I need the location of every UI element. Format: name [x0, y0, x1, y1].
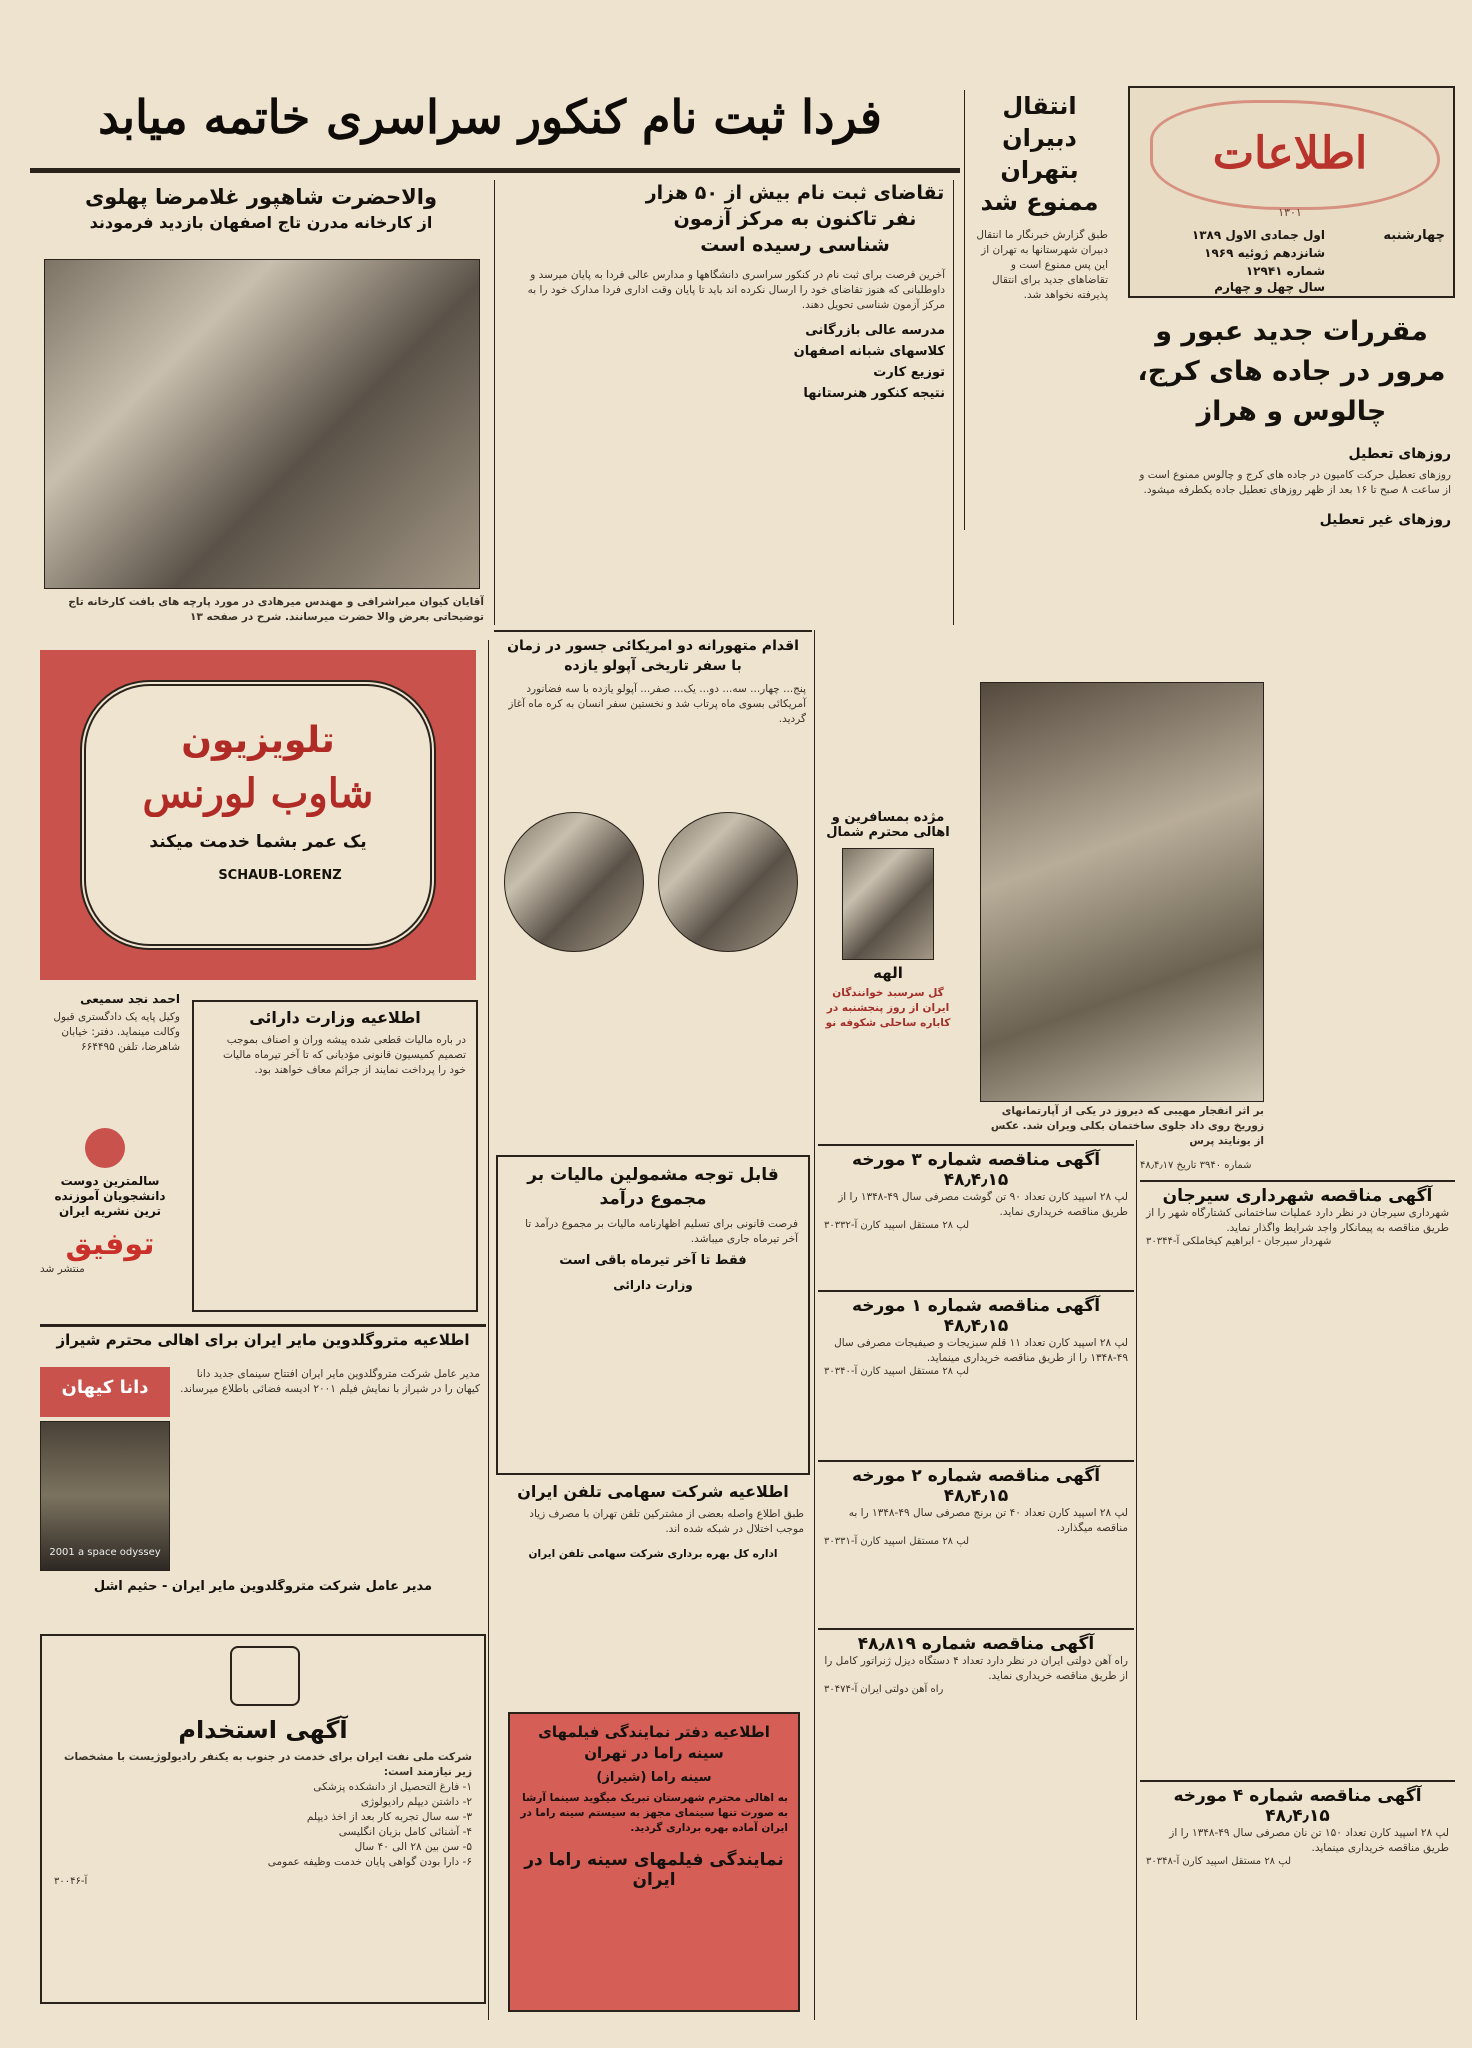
mgm-cinema-name: دانا کیهان [61, 1377, 149, 1398]
finance-body: در باره مالیات قطعی شده پیشه وران و اصناف بموجب تصمیم کمیسیون قانونی مؤدیانی که تا آخر تیرماه مالیات خود را پرداخت نمایند از جرائم معاف خواهند بود. [222, 1034, 466, 1076]
astronaut-photo-1 [504, 812, 644, 952]
phone-signature: اداره کل بهره برداری شرکت سهامی تلفن ایران [528, 1548, 778, 1560]
tender-6 [1140, 1780, 1455, 2018]
employment-item: ۳- سه سال تجربه کار بعد از اخذ دیپلم [306, 1811, 472, 1823]
actress-name: الهه [873, 964, 903, 982]
tender-5-title: آگهی مناقصه شهرداری سیرجان [1162, 1186, 1433, 1206]
tv-ad-line1: تلویزیون [181, 720, 335, 761]
konkur-subhead-4: نتیجه کنکور هنرستانها [803, 386, 945, 401]
tender-5-sig: شهردار سیرجان - ابراهیم کیخاملکی آ-۳۰۳۴۴ [1146, 1236, 1332, 1247]
magazine-tagline: سالمترین دوست دانشجویان آموزنده ترین نشریه ایران [54, 1174, 166, 1218]
tv-ad-slogan: یک عمر بشما خدمت میکند [149, 832, 367, 852]
cinerama-title: اطلاعیه دفتر نمایندگی فیلمهای سینه راما در تهران [538, 1723, 770, 1762]
headline-rule [30, 168, 960, 173]
tender-3-title: آگهی مناقصه شماره ۲ مورخه ۴۸٫۴٫۱۵ [851, 1466, 1101, 1506]
konkur-subhead-2: کلاسهای شبانه اصفهان [793, 344, 945, 359]
phone-notice [496, 1482, 810, 1707]
employment-intro: شرکت ملی نفت ایران برای خدمت در جنوب به یکنفر رادیولوژیست با مشخصات زیر نیازمند است: [63, 1751, 472, 1778]
employment-item: ۴- آشنائی کامل بزبان انگلیسی [338, 1826, 472, 1838]
apollo-story [494, 630, 812, 1108]
mgm-title: اطلاعیه متروگلدوین مایر ایران برای اهالی محترم شیراز [56, 1331, 470, 1349]
phone-title: اطلاعیه شرکت سهامی تلفن ایران [517, 1482, 789, 1501]
mgm-notice [40, 1324, 486, 1629]
tender-5 [1140, 1180, 1455, 1766]
tender-2-body: لپ ۲۸ اسپید کارن تعداد ۱۱ قلم سبزیجات و صیفیجات مصرفی سال ۴۹-۱۳۴۸ را از طریق مناقصه خریداری مینماید. [834, 1337, 1128, 1364]
masthead-weekday: چهارشنبه [1383, 228, 1445, 243]
tender-6-sig: لپ ۲۸ مستقل اسپید کارن آ-۳۰۳۴۸ [1146, 1856, 1292, 1867]
magazine-footer: منتشر شد [40, 1263, 85, 1275]
prince-subtitle: از کارخانه مدرن تاج اصفهان بازدید فرمودند [89, 213, 433, 232]
masthead-hijri-date: اول جمادی الاول ۱۳۸۹ [1191, 228, 1325, 242]
tender-1 [818, 1144, 1134, 1276]
tender-6-body: لپ ۲۸ اسپید کارن تعداد ۱۵۰ تن نان مصرفی سال ۴۹-۱۳۴۸ را از طریق مناقصه خریداری مینماید. [1169, 1827, 1449, 1854]
tender-3-body: لپ ۲۸ اسپید کارن تعداد ۴۰ تن برنج مصرفی سال ۴۹-۱۳۴۸ را به مناقصه میگذارد. [848, 1507, 1128, 1534]
tax-notice [496, 1155, 810, 1475]
column-rule [1136, 1140, 1137, 2020]
oil-company-logo-icon [230, 1646, 300, 1706]
mgm-signature: مدیر عامل شرکت متروگلدوین مایر ایران - حثیم اشل [93, 1579, 433, 1594]
lawyer-ad [40, 992, 180, 1122]
tender-4-body: راه آهن دولتی ایران در نظر دارد تعداد ۴ دستگاه دیزل ژنراتور کامل را از طریق مناقصه خریداری نماید. [824, 1655, 1128, 1682]
explosion-caption: بر اثر انفجار مهیبی که دیروز در یکی از آپارتمانهای زوریخ روی داد جلوی ساختمان بکلی ویران شد. عکس از یونایتد پرس [990, 1105, 1264, 1147]
lawyer-body: وکیل پایه یک دادگستری قبول وکالت مینماید. دفتر: خیابان شاهرضا، تلفن ۶۶۴۴۹۵ [53, 1011, 180, 1053]
roads-subhead-holiday: روزهای تعطیل [1348, 446, 1451, 462]
roads-title: مقررات جدید عبور و مرور در جاده های کرج، چالوس و هراز [1137, 316, 1446, 427]
konkur-subhead-1: مدرسه عالی بازرگانی [805, 323, 945, 338]
cinerama-body: به اهالی محترم شهرستان تبریک میگوید سینما آرشا به صورت تنها سینمای مجهز به سیستم سینه راما در ایران آماده بهره برداری گردید. [520, 1792, 788, 1834]
mgm-film-title: 2001 a space odyssey [49, 1547, 161, 1558]
tender-2 [818, 1290, 1134, 1450]
cinerama-notice [508, 1712, 800, 2012]
roads-subhead-nonholiday: روزهای غیر تعطیل [1319, 512, 1451, 528]
teachers-story [964, 90, 1114, 530]
tender-reference: شماره ۳۹۴۰ تاریخ ۴۸٫۴٫۱۷ [1140, 1160, 1252, 1171]
finance-title: اطلاعیه وزارت دارائی [249, 1008, 421, 1027]
cinema-note [818, 810, 958, 1110]
employment-ad [40, 1634, 486, 2004]
tender-4-title: آگهی مناقصه شماره ۴۸٫۸۱۹ [857, 1634, 1095, 1654]
tax-title: قابل توجه مشمولین مالیات بر مجموع درآمد [527, 1165, 779, 1209]
employment-item: ۵- سن بین ۲۸ الی ۴۰ سال [354, 1841, 472, 1853]
cinema-note-body: گل سرسبد خوانندگان ایران از روز پنجشنبه در کاباره ساحلی شکوفه نو [825, 987, 951, 1029]
tender-1-body: لپ ۲۸ اسپید کارن تعداد ۹۰ تن گوشت مصرفی سال ۴۹-۱۳۴۸ را از طریق مناقصه خریداری نماید. [838, 1191, 1128, 1218]
apollo-title: اقدام متهورانه دو امریکائی جسور در زمان با سفر تاریخی آپولو یازده [507, 638, 799, 674]
masthead-gregorian-date: شانزدهم ژوئیه ۱۹۶۹ [1204, 246, 1325, 260]
lawyer-name: احمد نجد سمیعی [80, 992, 180, 1006]
prince-story [38, 185, 484, 630]
tender-1-title: آگهی مناقصه شماره ۳ مورخه ۴۸٫۴٫۱۵ [851, 1150, 1101, 1190]
teachers-body: طبق گزارش خبرنگار ما انتقال دبیران شهرستانها به تهران از این پس ممنوع است و تقاضاهای جدید برای انتقال پذیرفته نخواهد شد. [976, 229, 1108, 301]
employment-item: ۲- داشتن دیپلم رادیولوژی [360, 1796, 472, 1808]
konkur-title: تقاضای ثبت نام بیش از ۵۰ هزار نفر تاکنون به مرکز آزمون شناسی رسیده است [645, 182, 945, 256]
astronaut-photo-2 [658, 812, 798, 952]
masthead-logo: اطلاعات [1212, 128, 1368, 179]
magazine-mascot-icon [85, 1128, 125, 1168]
column-rule [814, 630, 815, 2020]
konkur-subhead-3: توزیع کارت [873, 365, 945, 380]
phone-body: طبق اطلاع واصله بعضی از مشترکین تلفن تهران با مصرف زیاد موجب اختلال در شبکه شده اند. [529, 1508, 804, 1535]
prince-caption: آقایان کیوان میراشرافی و مهندس میرهادی در مورد پارچه های بافت کارخانه تاج توضیحاتی بعرض والا حضرت میرسانند. شرح در صفحه ۱۳ [68, 596, 484, 623]
tender-4 [818, 1628, 1134, 2018]
prince-title: والاحضرت شاهپور غلامرضا پهلوی [84, 185, 437, 209]
cinema-note-title: مژده بمسافرین و اهالی محترم شمال [826, 810, 950, 840]
main-headline: فردا ثبت نام کنکور سراسری خاتمه میابد [98, 90, 882, 144]
masthead-issue: شماره ۱۲۹۴۱ [1245, 264, 1325, 278]
employment-item: ۱- فارغ التحصیل از دانشکده پزشکی [313, 1781, 472, 1793]
tax-highlight: فقط تا آخر تیرماه باقی است [559, 1253, 747, 1268]
masthead [1128, 86, 1455, 298]
tv-ad-latin: SCHAUB-LORENZ [218, 868, 342, 883]
tender-2-title: آگهی مناقصه شماره ۱ مورخه ۴۸٫۴٫۱۵ [851, 1296, 1101, 1336]
column-rule [488, 640, 489, 2020]
employment-title: آگهی استخدام [178, 1716, 348, 1744]
employment-footer: آ-۳۰۰۴۶ [54, 1876, 88, 1887]
finance-notice [192, 1000, 478, 1312]
tender-3-sig: لپ ۲۸ مستقل اسپید کارن آ-۳۰۳۳۱ [824, 1536, 970, 1547]
apollo-body: پنج... چهار... سه... دو... یک... صفر... آپولو یازده با سه فضانورد آمریکائی بسوی ماه پرتاب شد و نخستین سفر انسان به کره ماه آغاز گردید. [508, 683, 806, 725]
tender-6-title: آگهی مناقصه شماره ۴ مورخه ۴۸٫۴٫۱۵ [1173, 1786, 1422, 1826]
prince-photo [44, 259, 480, 589]
magazine-ad [40, 1128, 180, 1308]
tax-signature: وزارت دارائی [613, 1278, 693, 1292]
teachers-title: انتقال دبیران بتهران ممنوع شد [980, 92, 1099, 216]
roads-body: روزهای تعطیل حرکت کامیون در جاده های کرج و چالوس ممنوع است و از ساعت ۸ صبح تا ۱۶ بعد از ظهر روزهای تعطیل جاده یکطرفه میشود. [1139, 469, 1451, 496]
cinerama-sub: سینه راما (شیراز) [596, 1770, 712, 1785]
magazine-name: توفیق [65, 1227, 155, 1262]
employment-item: ۶- دارا بودن گواهی پایان خدمت وظیفه عمومی [267, 1856, 472, 1868]
konkur-body: آخرین فرصت برای ثبت نام در کنکور سراسری دانشگاهها و مدارس عالی فردا به پایان میرسد و داوطلبانی که هنوز تقاضای خود را ارسال نکرده اند باید تا پایان وقت اداری فردا مدارک خود را به مرکز آزمون شناسی تحویل دهند. [527, 269, 945, 311]
tv-ad-brand: شاوب لورنس [142, 770, 374, 817]
masthead-founded: ۱۳۰۱ [1278, 206, 1302, 219]
tax-body: فرصت قانونی برای تسلیم اظهارنامه مالیات بر مجموع درآمد تا آخر تیرماه جاری میباشد. [525, 1218, 798, 1245]
tender-3 [818, 1460, 1134, 1620]
masthead-year: سال چهل و چهارم [1214, 280, 1325, 294]
tender-4-sig: راه آهن دولتی ایران آ-۳۰۴۷۴ [824, 1684, 944, 1695]
konkur-story [494, 180, 954, 625]
actress-photo [842, 848, 934, 960]
tender-5-body: شهرداری سیرجان در نظر دارد عملیات ساختمانی کشتارگاه شهر را از طریق مناقصه به پیمانکار واجد شرایط واگذار نماید. [1146, 1207, 1449, 1234]
mgm-body: مدیر عامل شرکت متروگلدوین مایر ایران افتتاح سینمای جدید دانا کیهان را در شیراز با نمایش فیلم ۲۰۰۱ ادیسه فضائی باطلاع میرساند. [180, 1368, 480, 1395]
cinerama-footer: نمایندگی فیلمهای سینه راما در ایران [524, 1850, 784, 1890]
tv-ad [40, 650, 476, 980]
explosion-photo [980, 682, 1264, 1102]
tender-1-sig: لپ ۲۸ مستقل اسپید کارن آ-۳۰۳۳۲ [824, 1220, 970, 1231]
tender-2-sig: لپ ۲۸ مستقل اسپید کارن آ-۳۰۳۴۰ [824, 1366, 970, 1377]
